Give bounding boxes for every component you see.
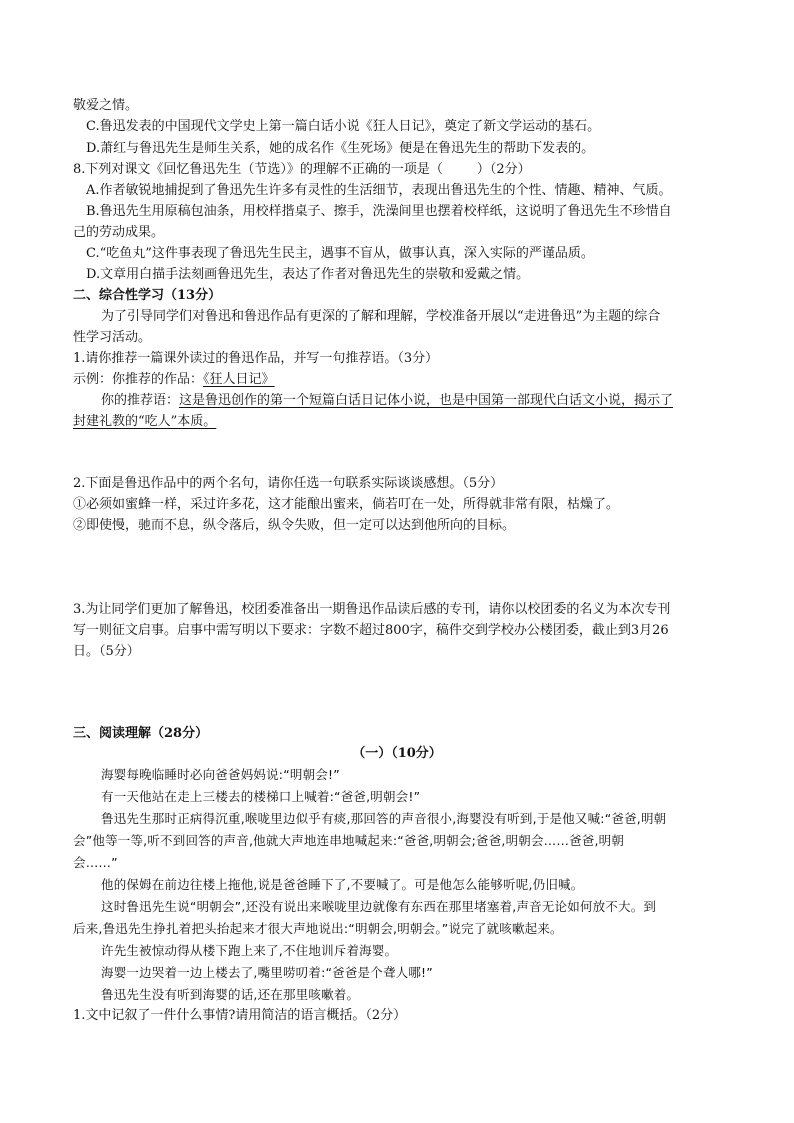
section-3-heading: 三、阅读理解（28分）	[73, 726, 209, 741]
section-2-intro-cont: 性学习活动。	[73, 330, 152, 345]
quote-1: ①必须如蜜蜂一样，采过许多花，这才能酿出蜜来，倘若叮在一处，所得就非常有限，枯燥了。	[73, 497, 620, 512]
question-8	[73, 160, 723, 180]
text-line: 敬爱之情。	[73, 98, 139, 113]
example-work: 《狂人日记》	[203, 372, 275, 387]
passage-line: 海婴每晚临睡时必向爸爸妈妈说:“明朝会!”	[101, 767, 340, 782]
passage-line: 会”他等一等,听不到回答的声音,他就大声地连串地喊起来:“爸爸,明朝会;爸爸,明朝会……爸爸,明朝	[73, 833, 625, 848]
passage-line: 会……”	[73, 855, 118, 870]
passage-line: 这时鲁迅先生说“明朝会”,还没有说出来喉咙里边就像有东西在那里堵塞着,声音无论如何放不大。到	[101, 899, 657, 914]
option-a: A.作者敏锐地捕捉到了鲁迅先生许多有灵性的生活细节，表现出鲁迅先生的个性、情趣、精神、气质。	[86, 183, 672, 198]
question-3-cont: 日。（5分）	[73, 644, 140, 659]
recommendation-text-cont: 封建礼教的“吃人”本质。	[73, 414, 217, 429]
question-2: 2.下面是鲁迅作品中的两个名句，请你任选一句联系实际谈谈感想。（5分）	[73, 476, 504, 491]
passage-line: 有一天他站在走上三楼去的楼梯口上喊着:“爸爸,明朝会!”	[101, 789, 421, 804]
question-3: 3.为让同学们更加了解鲁迅，校团委准备出一期鲁迅作品读后感的专刊，请你以校团委的名义为本次专刊	[73, 602, 671, 617]
option-d: D.文章用白描手法刻画鲁迅先生，表达了作者对鲁迅先生的崇敬和爱戴之情。	[86, 267, 530, 282]
question-1: 1.请你推荐一篇课外读过的鲁迅作品，并写一句推荐语。（3分）	[73, 351, 439, 366]
option-b: B.鲁迅先生用原稿包油条，用校样揩桌子、擦手，洗澡间里也摆着校样纸，这说明了鲁迅先生不珍惜自	[86, 204, 672, 219]
recommendation-label: 你的推荐语：	[101, 393, 180, 408]
recommendation-cont	[73, 412, 723, 432]
example-label: 示例：你推荐的作品：	[73, 372, 204, 387]
option-d: D.萧红与鲁迅先生是师生关系，她的成名作《生死场》便是在鲁迅先生的帮助下发表的。	[86, 141, 595, 156]
question-8-text: 8.下列对课文《回忆鲁迅先生（节选）》的理解不正确的一项是（	[73, 162, 443, 177]
recommendation-line	[101, 391, 751, 411]
option-b-cont: 己的劳动成果。	[73, 225, 165, 240]
passage-line: 后来,鲁迅先生挣扎着把头抬起来才很大声地说出:“明朝会,明朝会。”说完了就咳嗽起来。	[73, 921, 563, 936]
option-c: C.鲁迅发表的中国现代文学史上第一篇白话小说《狂人日记》，奠定了新文学运动的基石。	[86, 119, 601, 134]
question-8-score: ）（2分）	[476, 162, 531, 177]
passage-line: 许先生被惊动得从楼下跑上来了,不住地训斥着海婴。	[101, 943, 398, 958]
passage-line: 鲁迅先生没有听到海婴的话,还在那里咳嗽着。	[101, 987, 360, 1002]
passage-line: 他的保姆在前边往楼上拖他,说是爸爸睡下了,不要喊了。可是他怎么能够听呢,仍旧喊。	[101, 877, 584, 892]
passage-line: 海婴一边哭着一边上楼去了,嘴里唠叨着:“爸爸是个聋人哪!”	[101, 965, 433, 980]
recommendation-text: 这是鲁迅创作的第一个短篇白话日记体小说，也是中国第一部现代白话文小说，揭示了	[179, 393, 674, 408]
reading-question-1: 1.文中记叙了一件什么事情?请用简洁的语言概括。（2分）	[73, 1008, 407, 1023]
subsection-heading: （一）（10分）	[352, 746, 442, 761]
section-2-heading: 二、综合性学习（13分）	[73, 288, 222, 303]
question-3-cont: 写一则征文启事。启事中需写明以下要求：字数不超过800字，稿件交到学校办公楼团委，截止到3月26	[73, 623, 669, 638]
passage-line: 鲁迅先生那时正病得沉重,喉咙里边似乎有痰,那回答的声音很小,海婴没有听到,于是他又喊:“爸爸,明朝	[101, 811, 667, 826]
example-line	[73, 370, 723, 390]
quote-2: ②即使慢，驰而不息，纵令落后，纵令失败，但一定可以达到他所向的目标。	[73, 518, 516, 533]
section-2-intro: 为了引导同学们对鲁迅和鲁迅作品有更深的了解和理解，学校准备开展以“走进鲁迅”为主题的综合	[101, 309, 661, 324]
option-c: C.“吃鱼丸”这件事表现了鲁迅先生民主，遇事不盲从，做事认真，深入实际的严谨品质。	[86, 246, 594, 261]
